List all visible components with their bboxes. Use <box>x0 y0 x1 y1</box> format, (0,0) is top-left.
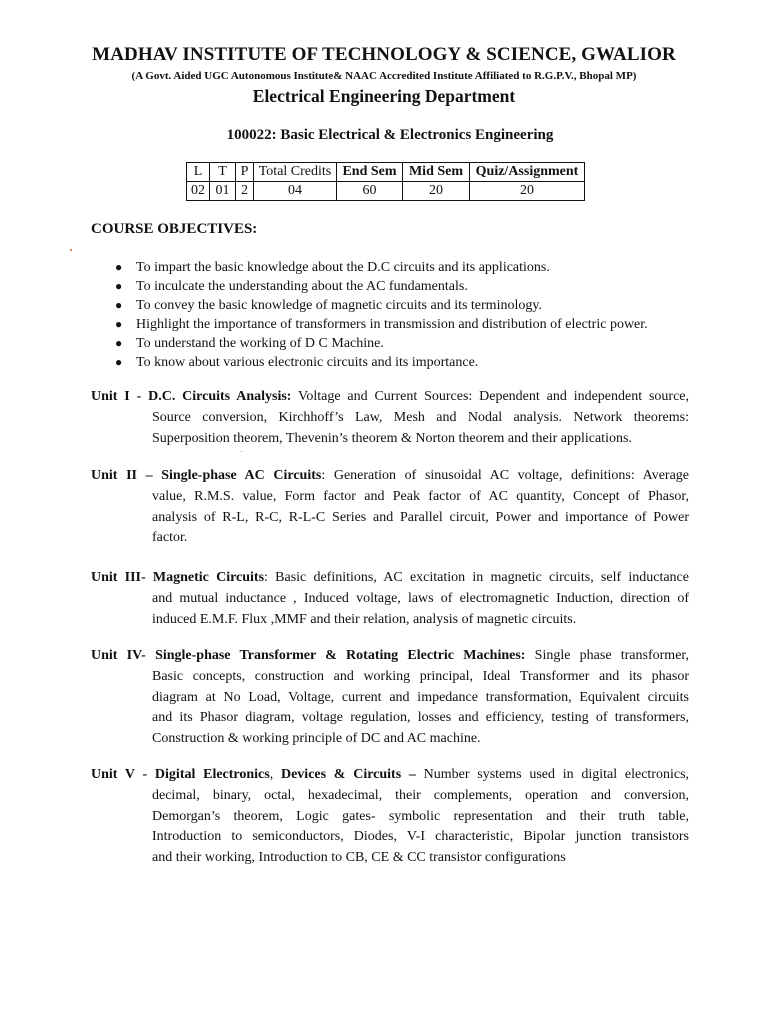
credits-value-cell: 01 <box>210 182 236 201</box>
list-item: ● To convey the basic knowledge of magnetic circuits and its terminology. <box>115 298 542 313</box>
credits-value-cell: 20 <box>470 182 585 201</box>
stray-mark <box>70 249 72 251</box>
unit-1-section <box>91 387 689 449</box>
credits-header-cell: P <box>236 163 254 182</box>
unit-1-first-line: Unit I - D.C. Circuits Analysis: Voltage and Current Sources: Dependent and independent source, <box>91 389 689 404</box>
credits-header-cell: Mid Sem <box>403 163 470 182</box>
unit-4-line: Construction & working principle of DC and AC machine. <box>152 731 481 747</box>
unit-2-line: analysis of R-L, R-C, R-L-C Series and Parallel circuit, Power and importance of Power <box>152 509 689 525</box>
unit-5-heading: Unit V - Digital Electronics <box>91 767 270 782</box>
list-item: ● To impart the basic knowledge about the D.C circuits and its applications. <box>115 260 550 275</box>
credits-value-cell: 04 <box>254 182 337 201</box>
list-item: ● To understand the working of D C Machine. <box>115 336 384 351</box>
unit-5-section <box>91 765 689 869</box>
unit-1-line: Superposition theorem, Thevenin’s theorem & Norton theorem and their applications. <box>152 430 632 446</box>
credits-value-row <box>187 182 585 201</box>
unit-3-section <box>91 568 689 630</box>
unit-5-line: Demorgan’s theorem, Logic gates- symbolic representation and their truth table, <box>152 808 689 824</box>
unit-3-first-line: Unit III- Magnetic Circuits: Basic definitions, AC excitation in magnetic circuits, self inductance <box>91 570 689 585</box>
stray-mark <box>241 451 242 452</box>
credits-header-row <box>187 163 585 182</box>
credits-header-cell: T <box>210 163 236 182</box>
bullet-icon: ● <box>115 336 123 350</box>
unit-4-section <box>91 646 689 750</box>
unit-1-heading: Unit I - D.C. Circuits Analysis: <box>91 389 292 404</box>
unit-1-line: Source conversion, Kirchhoff’s Law, Mesh and Nodal analysis. Network theorems: <box>152 409 689 425</box>
unit-5-line: and their working, Introduction to CB, CE & CC transistor configurations <box>152 850 566 866</box>
list-item: ● To inculcate the understanding about the AC fundamentals. <box>115 279 468 294</box>
objectives-heading: COURSE OBJECTIVES: <box>91 221 258 237</box>
unit-5-first-line: Unit V - Digital Electronics, Devices & Circuits – Number systems used in digital electronics, <box>91 767 690 782</box>
credits-value-cell: 20 <box>403 182 470 201</box>
unit-4-line: and its Phasor diagram, voltage regulation, losses and efficiency, testing of transformers, <box>152 710 689 726</box>
unit-2-line: value, R.M.S. value, Form factor and Peak factor of AC quantity, Concept of Phasor, <box>152 488 689 504</box>
credits-header-cell: Total Credits <box>254 163 337 182</box>
bullet-icon: ● <box>115 279 123 293</box>
bullet-icon: ● <box>115 317 123 331</box>
bullet-icon: ● <box>115 298 123 312</box>
unit-2-heading: Unit II – Single-phase AC Circuits <box>91 468 322 483</box>
unit-4-line: Basic concepts, construction and working principal, Ideal Transformer and its phasor <box>152 668 689 684</box>
unit-5-line: decimal, binary, octal, hexadecimal, their complements, operation and conversion, <box>152 787 689 803</box>
unit-2-section <box>91 466 689 549</box>
list-item: ● To know about various electronic circuits and its importance. <box>115 355 479 370</box>
bullet-icon: ● <box>115 260 123 274</box>
unit-3-line: induced E.M.F. Flux ,MMF and their relation, analysis of magnetic circuits. <box>152 611 577 627</box>
bullet-icon: ● <box>115 355 123 369</box>
institute-subtitle: (A Govt. Aided UGC Autonomous Institute& NAAC Accredited Institute Affiliated to R.G.P.V., Bhopal MP) <box>131 70 637 82</box>
credits-header-cell: L <box>187 163 210 182</box>
credits-value-cell: 60 <box>337 182 403 201</box>
credits-header-cell: End Sem <box>337 163 403 182</box>
unit-4-heading: Unit IV- Single-phase Transformer & Rotating Electric Machines: <box>91 648 526 663</box>
credits-table <box>186 162 585 201</box>
credits-header-cell: Quiz/Assignment <box>470 163 585 182</box>
unit-4-line: diagram at No Load, Voltage, current and impedance transformation, Equivalent circuits <box>152 689 689 705</box>
unit-2-line: factor. <box>152 530 188 546</box>
unit-2-first-line: Unit II – Single-phase AC Circuits: Generation of sinusoidal AC voltage, definitions: Average <box>91 468 689 483</box>
course-title: 100022: Basic Electrical & Electronics Engineering <box>226 127 554 143</box>
unit-3-line: and mutual inductance , Induced voltage, laws of electromagnetic Induction, direction of <box>152 590 689 606</box>
credits-value-cell: 02 <box>187 182 210 201</box>
credits-value-cell: 2 <box>236 182 254 201</box>
unit-5-heading-2: Devices & Circuits – <box>280 767 416 782</box>
department-name: Electrical Engineering Department <box>252 86 516 106</box>
institute-name: MADHAV INSTITUTE OF TECHNOLOGY & SCIENCE, GWALIOR <box>92 44 676 65</box>
unit-3-heading: Unit III- Magnetic Circuits <box>91 570 265 585</box>
unit-4-first-line: Unit IV- Single-phase Transformer & Rotating Electric Machines: Single phase transformer, <box>91 648 690 663</box>
objectives-list <box>91 258 731 372</box>
list-item: ● Highlight the importance of transformers in transmission and distribution of electric power. <box>115 317 648 332</box>
unit-5-line: Introduction to semiconductors, Diodes, V-I characteristic, Bipolar junction transistors <box>152 829 689 845</box>
